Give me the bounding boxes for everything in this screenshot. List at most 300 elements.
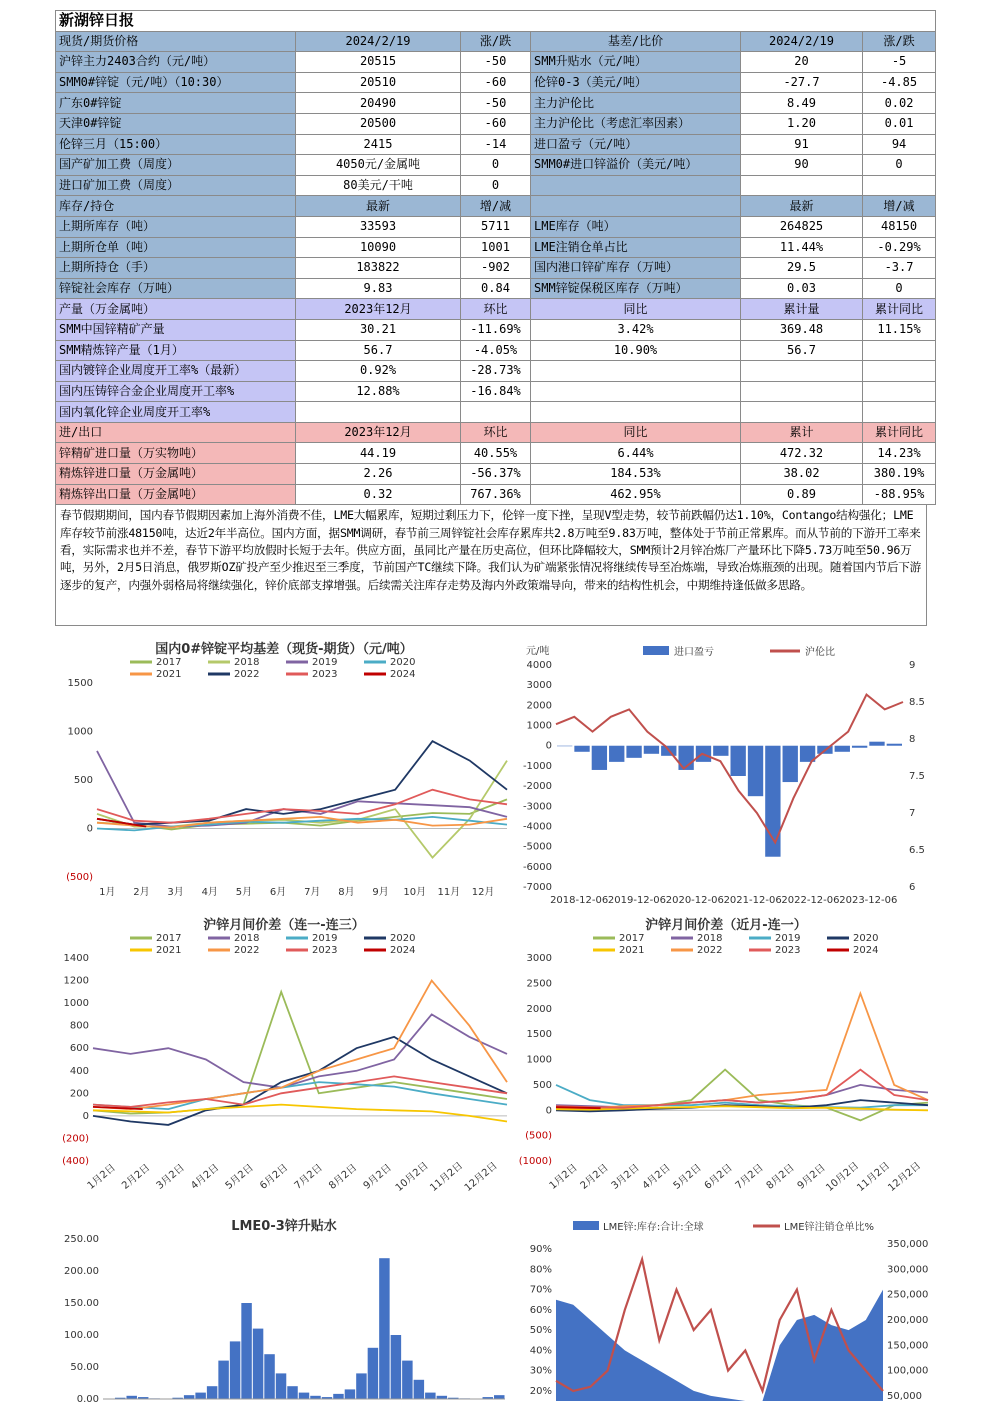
price-cell: -50 bbox=[461, 93, 531, 114]
production-cell bbox=[531, 381, 741, 402]
price-cell: 90 bbox=[741, 155, 863, 176]
y-tick-label: (200) bbox=[62, 1133, 89, 1145]
legend-label: 2017 bbox=[156, 933, 182, 944]
price-cell: 天津0#锌锭 bbox=[56, 113, 296, 134]
bar bbox=[379, 1258, 389, 1399]
price-cell: SMM0#进口锌溢价（美元/吨） bbox=[531, 155, 741, 176]
price-cell: 80美元/干吨 bbox=[296, 175, 461, 196]
chart-import-profit bbox=[518, 637, 934, 909]
x-tick-label: 8月 bbox=[338, 887, 355, 898]
x-tick-label: 12月 bbox=[471, 887, 495, 898]
trade-cell: -88.95% bbox=[863, 484, 936, 505]
y-tick-label: 1500 bbox=[526, 1029, 552, 1041]
x-tick-label: 6月2日 bbox=[702, 1162, 735, 1192]
stock-header-cell: 增/减 bbox=[863, 196, 936, 217]
y-tick-label: -7000 bbox=[522, 882, 552, 893]
trade-cell: 精炼锌出口量（万金属吨） bbox=[56, 484, 296, 505]
legend-label: 2020 bbox=[390, 933, 416, 944]
bar bbox=[425, 1393, 435, 1399]
trade-cell: 44.19 bbox=[296, 443, 461, 464]
x-tick-label: 2月2日 bbox=[578, 1162, 611, 1192]
stock-cell: 1001 bbox=[461, 237, 531, 258]
production-cell: 12.88% bbox=[296, 381, 461, 402]
legend-label: 2021 bbox=[156, 669, 182, 680]
bar bbox=[748, 746, 763, 796]
y-tick-label: 1000 bbox=[526, 1054, 552, 1066]
legend-label: LME锌:库存:合计:全球 bbox=[603, 1222, 704, 1233]
y-tick-label: 200.00 bbox=[64, 1266, 99, 1277]
legend-label: 2022 bbox=[234, 945, 260, 956]
trade-header bbox=[56, 422, 936, 443]
price-cell: 伦锌0-3（美元/吨） bbox=[531, 72, 741, 93]
stock-cell: 11.44% bbox=[741, 237, 863, 258]
y-tick-label: 0 bbox=[545, 1105, 552, 1117]
production-cell: -16.84% bbox=[461, 381, 531, 402]
table-row bbox=[56, 258, 936, 279]
report-sheet bbox=[55, 10, 935, 626]
table-row bbox=[56, 443, 936, 464]
price-cell: 国产矿加工费（周度） bbox=[56, 155, 296, 176]
production-cell bbox=[741, 402, 863, 423]
production-cell bbox=[863, 361, 936, 382]
production-cell: 国内镀锌企业周度开工率%（最新） bbox=[56, 361, 296, 382]
stock-cell: 5711 bbox=[461, 216, 531, 237]
price-cell: 0 bbox=[461, 175, 531, 196]
bar bbox=[494, 1395, 504, 1399]
stock-cell: -0.29% bbox=[863, 237, 936, 258]
price-cell: 4050元/金属吨 bbox=[296, 155, 461, 176]
table-row bbox=[56, 464, 936, 485]
stock-cell: 上期所库存（吨） bbox=[56, 216, 296, 237]
price-cell: -27.7 bbox=[741, 72, 863, 93]
chart-basis bbox=[55, 637, 513, 909]
stock-cell: 48150 bbox=[863, 216, 936, 237]
y-tick-label: 3000 bbox=[526, 680, 552, 692]
table-row bbox=[56, 381, 936, 402]
y-tick-label: 500 bbox=[532, 1079, 552, 1091]
price-cell: 进口盈亏（元/吨） bbox=[531, 134, 741, 155]
production-cell: 30.21 bbox=[296, 319, 461, 340]
price-cell: -14 bbox=[461, 134, 531, 155]
legend-label: 2018 bbox=[234, 657, 260, 668]
price-header-cell: 涨/跌 bbox=[863, 31, 936, 52]
price-cell: 20 bbox=[741, 52, 863, 73]
series-line-2023 bbox=[556, 1070, 928, 1108]
price-cell: 主力沪伦比 bbox=[531, 93, 741, 114]
bar bbox=[184, 1395, 194, 1399]
price-cell: -50 bbox=[461, 52, 531, 73]
production-header-cell: 环比 bbox=[461, 299, 531, 320]
y-tick-label: -3000 bbox=[522, 801, 552, 813]
table-row bbox=[56, 113, 936, 134]
bar bbox=[391, 1335, 401, 1399]
bar bbox=[869, 742, 884, 746]
price-cell: -60 bbox=[461, 113, 531, 134]
price-cell: 8.49 bbox=[741, 93, 863, 114]
chart-title: 沪锌月间价差（近月-连一） bbox=[645, 918, 807, 933]
price-cell: SMM升贴水（元/吨） bbox=[531, 52, 741, 73]
legend-swatch bbox=[643, 646, 669, 655]
production-header-cell: 产量（万金属吨） bbox=[56, 299, 296, 320]
table-row bbox=[56, 52, 936, 73]
stock-header-cell: 增/减 bbox=[461, 196, 531, 217]
stock-header bbox=[56, 196, 936, 217]
chart-lme-spread bbox=[55, 1213, 513, 1403]
production-cell bbox=[461, 402, 531, 423]
bar bbox=[218, 1361, 228, 1399]
x-tick-label: 7月2日 bbox=[292, 1162, 325, 1192]
y-tick-label: -5000 bbox=[522, 841, 552, 853]
stock-header-cell: 最新 bbox=[296, 196, 461, 217]
legend-label: 2021 bbox=[156, 945, 182, 956]
chart-title: LME0-3锌升贴水 bbox=[231, 1219, 337, 1234]
bar bbox=[644, 746, 659, 754]
legend-label: 2020 bbox=[853, 933, 879, 944]
series-line-2018 bbox=[97, 761, 507, 858]
chart-title: 国内0#锌锭平均基差（现货-期货）（元/吨） bbox=[155, 642, 413, 657]
stock-cell: 0.84 bbox=[461, 278, 531, 299]
table-row bbox=[56, 340, 936, 361]
bar bbox=[207, 1386, 217, 1399]
stock-cell: 10090 bbox=[296, 237, 461, 258]
production-cell: 56.7 bbox=[741, 340, 863, 361]
stock-area bbox=[556, 1290, 883, 1401]
y2-tick-label: 50,000 bbox=[887, 1390, 922, 1402]
legend-label: 2023 bbox=[312, 669, 338, 680]
bar bbox=[626, 746, 641, 758]
x-tick-label: 12月2日 bbox=[886, 1160, 924, 1194]
trade-cell: 472.32 bbox=[741, 443, 863, 464]
production-cell bbox=[741, 381, 863, 402]
production-header-cell: 同比 bbox=[531, 299, 741, 320]
y-tick-label: -2000 bbox=[522, 781, 552, 793]
y-tick-label: 0 bbox=[545, 740, 552, 752]
x-tick-label: 2019-12-06 bbox=[607, 895, 667, 906]
x-tick-label: 5月 bbox=[235, 887, 253, 898]
x-tick-label: 4月2日 bbox=[640, 1162, 673, 1192]
x-tick-label: 11月2日 bbox=[855, 1160, 893, 1194]
y-tick-label: (1000) bbox=[518, 1156, 552, 1167]
legend-label: 2019 bbox=[775, 933, 801, 944]
series-line bbox=[556, 695, 903, 843]
bar bbox=[287, 1386, 297, 1399]
y2-tick-label: 300,000 bbox=[887, 1264, 929, 1276]
price-cell: 0.02 bbox=[863, 93, 936, 114]
production-cell bbox=[863, 402, 936, 423]
price-cell: 伦锌三月（15:00） bbox=[56, 134, 296, 155]
x-tick-label: 6月 bbox=[269, 887, 287, 898]
y2-tick-label: 8.5 bbox=[909, 697, 925, 708]
price-cell: -4.85 bbox=[863, 72, 936, 93]
y-tick-label: 500 bbox=[73, 775, 93, 786]
x-tick-label: 11月 bbox=[437, 887, 461, 898]
x-tick-label: 12月2日 bbox=[462, 1160, 500, 1194]
price-cell: 0 bbox=[461, 155, 531, 176]
y-tick-label: 800 bbox=[69, 1020, 89, 1032]
production-cell: SMM中国锌精矿产量 bbox=[56, 319, 296, 340]
price-cell: 20490 bbox=[296, 93, 461, 114]
y2-tick-label: 7 bbox=[909, 808, 916, 819]
series-line-2024 bbox=[556, 1107, 601, 1108]
table-row bbox=[56, 93, 936, 114]
y2-tick-label: 9 bbox=[909, 660, 916, 671]
y2-tick-label: 200,000 bbox=[887, 1315, 929, 1326]
x-tick-label: 9月 bbox=[372, 887, 389, 898]
y2-tick-label: 150,000 bbox=[887, 1340, 929, 1352]
price-cell: 2415 bbox=[296, 134, 461, 155]
price-cell: SMM0#锌锭（元/吨）（10:30） bbox=[56, 72, 296, 93]
bar bbox=[592, 746, 607, 770]
y-tick-label: 3000 bbox=[526, 953, 552, 964]
production-cell: 369.48 bbox=[741, 319, 863, 340]
x-tick-label: 3月2日 bbox=[154, 1162, 187, 1192]
trade-header-cell: 环比 bbox=[461, 422, 531, 443]
trade-cell: 2.26 bbox=[296, 464, 461, 485]
bar bbox=[241, 1303, 251, 1399]
bar bbox=[253, 1329, 263, 1399]
price-header-cell: 2024/2/19 bbox=[296, 31, 461, 52]
y-tick-label: 250.00 bbox=[64, 1234, 99, 1245]
x-tick-label: 7月2日 bbox=[733, 1162, 766, 1192]
y-tick-label: 90% bbox=[529, 1244, 552, 1256]
production-cell: -11.69% bbox=[461, 319, 531, 340]
table-row bbox=[56, 237, 936, 258]
y-tick-label: 2000 bbox=[526, 1003, 552, 1015]
y-tick-label: 1400 bbox=[63, 953, 89, 964]
y-tick-label: 50.00 bbox=[70, 1362, 99, 1373]
y-tick-label: -1000 bbox=[522, 760, 552, 772]
stock-cell: 国内港口锌矿库存（万吨） bbox=[531, 258, 741, 279]
price-cell: -5 bbox=[863, 52, 936, 73]
legend-label: 2023 bbox=[775, 945, 801, 956]
y-tick-label: 150.00 bbox=[64, 1298, 99, 1309]
x-tick-label: 9月2日 bbox=[361, 1162, 394, 1192]
series-line-2019 bbox=[97, 751, 507, 827]
x-tick-label: 1月2日 bbox=[85, 1162, 118, 1192]
table-row bbox=[56, 402, 936, 423]
production-cell: SMM精炼锌产量（1月） bbox=[56, 340, 296, 361]
x-tick-label: 7月 bbox=[304, 887, 321, 898]
bar bbox=[557, 746, 572, 747]
stock-cell: 264825 bbox=[741, 216, 863, 237]
y-tick-label: 400 bbox=[69, 1065, 89, 1077]
x-tick-label: 2021-12-06 bbox=[723, 895, 782, 906]
y-tick-label: 1000 bbox=[67, 726, 93, 738]
table-row bbox=[56, 361, 936, 382]
y-tick-label: 2500 bbox=[526, 978, 552, 990]
price-cell bbox=[863, 175, 936, 196]
bar bbox=[783, 746, 798, 782]
stock-cell: SMM锌锭保税区库存（万吨） bbox=[531, 278, 741, 299]
production-cell bbox=[741, 361, 863, 382]
x-tick-label: 2月 bbox=[133, 887, 150, 898]
table-row bbox=[56, 278, 936, 299]
bar bbox=[345, 1389, 355, 1399]
stock-cell: 9.83 bbox=[296, 278, 461, 299]
price-cell: 进口矿加工费（周度） bbox=[56, 175, 296, 196]
price-cell: 20500 bbox=[296, 113, 461, 134]
bar bbox=[195, 1393, 205, 1399]
legend-label: 2019 bbox=[312, 933, 338, 944]
table-row bbox=[56, 175, 936, 196]
y-tick-label: 40% bbox=[529, 1345, 552, 1357]
x-tick-label: 8月2日 bbox=[764, 1162, 797, 1192]
table-row bbox=[56, 155, 936, 176]
production-cell: -4.05% bbox=[461, 340, 531, 361]
x-tick-label: 5月2日 bbox=[671, 1162, 704, 1192]
y-tick-label: 200 bbox=[69, 1088, 89, 1100]
series-line-2017 bbox=[556, 1070, 928, 1121]
stock-cell: LME注销仓单占比 bbox=[531, 237, 741, 258]
bar bbox=[574, 746, 589, 752]
bar bbox=[333, 1394, 343, 1399]
y-tick-label: 70% bbox=[529, 1284, 552, 1296]
trade-cell: 锌精矿进口量（万实物吨） bbox=[56, 443, 296, 464]
y-tick-label: 60% bbox=[529, 1304, 552, 1316]
trade-cell: 0.89 bbox=[741, 484, 863, 505]
price-cell: 91 bbox=[741, 134, 863, 155]
series-line-2019 bbox=[556, 1085, 928, 1108]
chart-title: 沪锌月间价差（连一-连三） bbox=[203, 918, 365, 933]
y-tick-label: 20% bbox=[529, 1385, 552, 1397]
x-tick-label: 2022-12-06 bbox=[781, 895, 840, 906]
report-table bbox=[55, 10, 936, 505]
price-cell: 94 bbox=[863, 134, 936, 155]
y-tick-label: 0 bbox=[86, 823, 93, 835]
bar bbox=[299, 1393, 309, 1399]
x-tick-label: 4月2日 bbox=[189, 1162, 222, 1192]
y-tick-label: 80% bbox=[529, 1264, 552, 1276]
price-cell: 广东0#锌锭 bbox=[56, 93, 296, 114]
price-cell: 主力沪伦比（考虑汇率因素） bbox=[531, 113, 741, 134]
x-tick-label: 2020-12-06 bbox=[665, 895, 724, 906]
chart-spread-near-1 bbox=[518, 913, 934, 1208]
table-row bbox=[56, 216, 936, 237]
y2-tick-label: 8 bbox=[909, 734, 916, 745]
stock-header-cell bbox=[531, 196, 741, 217]
legend-label: 进口盈亏 bbox=[674, 647, 714, 658]
y-unit-label: 元/吨 bbox=[526, 646, 550, 657]
trade-cell: 0.32 bbox=[296, 484, 461, 505]
production-cell: 国内氧化锌企业周度开工率% bbox=[56, 402, 296, 423]
price-header-cell: 基差/比价 bbox=[531, 31, 741, 52]
legend-label: LME锌注销仓单比% bbox=[784, 1222, 875, 1233]
production-cell: 56.7 bbox=[296, 340, 461, 361]
trade-cell: 精炼锌进口量（万金属吨） bbox=[56, 464, 296, 485]
chart-spread-1-3 bbox=[55, 913, 513, 1208]
trade-cell: -56.37% bbox=[461, 464, 531, 485]
production-cell: 0.92% bbox=[296, 361, 461, 382]
price-cell: 1.20 bbox=[741, 113, 863, 134]
legend-label: 2023 bbox=[312, 945, 338, 956]
legend-label: 2024 bbox=[853, 945, 879, 956]
bar bbox=[368, 1348, 378, 1399]
legend-label: 2022 bbox=[697, 945, 723, 956]
price-cell: 沪锌主力2403合约（元/吨） bbox=[56, 52, 296, 73]
price-header-cell: 现货/期货价格 bbox=[56, 31, 296, 52]
legend-label: 2017 bbox=[156, 657, 182, 668]
x-tick-label: 4月 bbox=[201, 887, 218, 898]
trade-cell: 767.36% bbox=[461, 484, 531, 505]
bar bbox=[731, 746, 746, 776]
production-cell bbox=[863, 381, 936, 402]
bar bbox=[609, 746, 624, 762]
production-cell bbox=[531, 402, 741, 423]
x-tick-label: 3月 bbox=[167, 887, 184, 898]
table-row bbox=[56, 134, 936, 155]
y-tick-label: -6000 bbox=[522, 861, 552, 873]
series-line-2022 bbox=[556, 994, 928, 1109]
legend-label: 2018 bbox=[234, 933, 260, 944]
price-cell: 0.01 bbox=[863, 113, 936, 134]
production-cell: 11.15% bbox=[863, 319, 936, 340]
y-tick-label: (400) bbox=[62, 1156, 89, 1167]
table-row bbox=[56, 319, 936, 340]
price-cell: -60 bbox=[461, 72, 531, 93]
legend-label: 2018 bbox=[697, 933, 723, 944]
bar bbox=[887, 744, 902, 746]
price-header-cell: 2024/2/19 bbox=[741, 31, 863, 52]
stock-cell: -3.7 bbox=[863, 258, 936, 279]
x-tick-label: 10月 bbox=[403, 887, 427, 898]
stock-cell: 锌锭社会库存（万吨） bbox=[56, 278, 296, 299]
stock-cell: LME库存（吨） bbox=[531, 216, 741, 237]
y2-tick-label: 100,000 bbox=[887, 1365, 929, 1377]
stock-cell: 上期所持仓（手） bbox=[56, 258, 296, 279]
y-tick-label: 100.00 bbox=[64, 1330, 99, 1341]
production-header-cell: 2023年12月 bbox=[296, 299, 461, 320]
bar bbox=[835, 746, 850, 752]
trade-header-cell: 2023年12月 bbox=[296, 422, 461, 443]
stock-cell: 29.5 bbox=[741, 258, 863, 279]
production-cell bbox=[296, 402, 461, 423]
production-cell: 国内压铸锌合金企业周度开工率% bbox=[56, 381, 296, 402]
legend-label: 2022 bbox=[234, 669, 260, 680]
y-tick-label: 0 bbox=[82, 1110, 89, 1122]
y-tick-label: 2000 bbox=[526, 700, 552, 712]
trade-cell: 40.55% bbox=[461, 443, 531, 464]
stock-cell: 0 bbox=[863, 278, 936, 299]
bar bbox=[230, 1341, 240, 1399]
y-tick-label: (500) bbox=[525, 1130, 552, 1142]
bar bbox=[852, 746, 867, 748]
series-line-2023 bbox=[93, 1076, 507, 1107]
trade-header-cell: 同比 bbox=[531, 422, 741, 443]
commentary: 春节假期期间，国内春节假期因素加上海外消费不佳，LME大幅累库，短期过剩压力下，伦锌一度下挫，呈现V型走势，较节前跌幅仍达1.10%，Contango结构强化；LME库存较节前涨48150吨，达近2年半高位。国内方面，据SMM调研，春节前三周锌锭社会库存累库共2.8万吨至9.83万吨，整体处于节前正常累库。而从节前的下游开工率来看，实际需求也并不差，春节下游平均放假时长短于去年。供应方面，虽同比产量在历史高位，但环比降幅较大，SMM预计2月锌冶炼厂产量环比下降5.73万吨至50.96万吨，另外，2月5日消息，俄罗斯OZ矿投产至少推迟至三季度，节前国产TC继续下降。我们认为矿端紧张情况将继续传导至冶炼端，导致冶炼瓶颈的出现。随着国内节后下游逐步的复产，内强外弱格局将继续强化，锌价底部支撑增强。后续需关注库存走势及海内外政策端导向，带来的结构性机会，中期维持逢低做多思路。 bbox=[55, 505, 927, 626]
stock-header-cell: 库存/持仓 bbox=[56, 196, 296, 217]
production-cell bbox=[531, 361, 741, 382]
bar bbox=[414, 1380, 424, 1399]
price-cell bbox=[741, 175, 863, 196]
x-tick-label: 10月2日 bbox=[393, 1160, 431, 1194]
y2-tick-label: 6 bbox=[909, 882, 916, 893]
price-cell: 20510 bbox=[296, 72, 461, 93]
y-tick-label: 1000 bbox=[63, 998, 89, 1010]
y-tick-label: 600 bbox=[69, 1043, 89, 1055]
price-cell bbox=[531, 175, 741, 196]
y2-tick-label: 250,000 bbox=[887, 1289, 929, 1301]
x-tick-label: 2018-12-06 bbox=[550, 895, 609, 906]
price-cell: 20515 bbox=[296, 52, 461, 73]
legend-label: 2021 bbox=[619, 945, 645, 956]
price-cell: 0 bbox=[863, 155, 936, 176]
table-row bbox=[56, 72, 936, 93]
y-tick-label: 50% bbox=[529, 1325, 552, 1337]
x-tick-label: 1月2日 bbox=[547, 1162, 580, 1192]
production-header-cell: 累计量 bbox=[741, 299, 863, 320]
y-tick-label: 1000 bbox=[526, 720, 552, 732]
y-tick-label: (500) bbox=[66, 872, 93, 883]
